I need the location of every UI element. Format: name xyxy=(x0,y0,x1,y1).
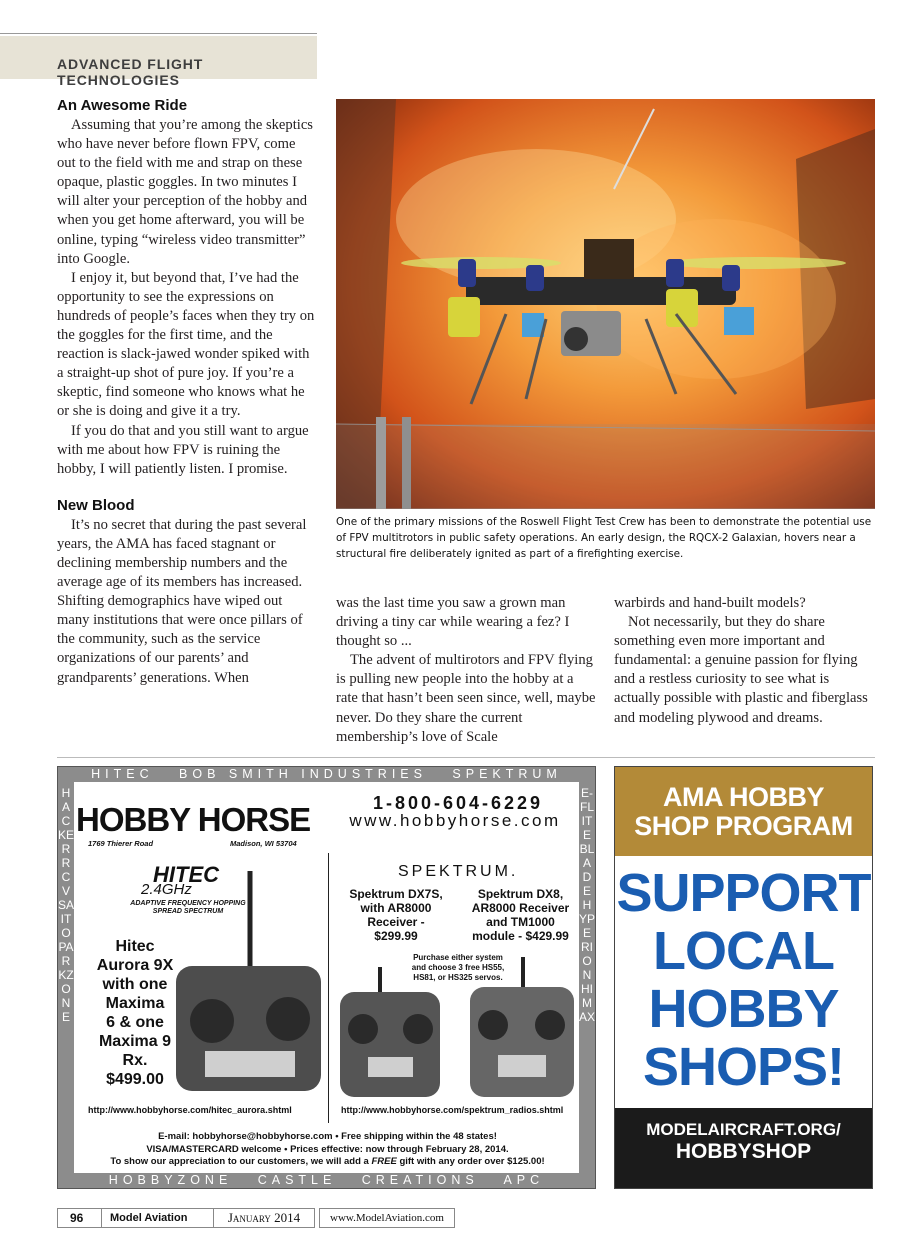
ama-support-line: LOCAL xyxy=(653,921,834,981)
spektrum-dx7s xyxy=(336,887,456,943)
footer-line xyxy=(78,1156,577,1169)
ama-hobby-shop-ad xyxy=(614,766,873,1189)
dx7s-line: Spektrum DX7S, xyxy=(349,887,443,901)
magazine-name: Model Aviation xyxy=(101,1208,213,1228)
dx7s-price: $299.99 xyxy=(374,929,418,943)
issue-date: January 2014 xyxy=(213,1208,315,1228)
dx7s-line: Receiver - xyxy=(367,915,425,929)
paragraph-6a: warbirds and hand-built models? xyxy=(614,595,806,611)
hitec-afh: ADAPTIVE FREQUENCY HOPPING SPREAD SPECTRUM xyxy=(130,900,246,915)
heading-new-blood: New Blood xyxy=(57,496,135,514)
multirotor-fire-photo xyxy=(336,99,875,509)
footer-line-a: To show our appreciation to our customers, we will add a xyxy=(110,1156,372,1167)
dx8-line: AR8000 Receiver xyxy=(471,901,570,915)
hobbyhorse-city: Madison, WI 53704 xyxy=(230,839,297,848)
ad-column-divider xyxy=(328,853,329,1123)
middle-column xyxy=(336,594,596,747)
hobbyhorse-ad xyxy=(57,766,596,1189)
ama-url[interactable] xyxy=(615,1108,872,1188)
hitec-desc-line: 6 & one xyxy=(106,1014,164,1031)
purchase-line: Purchase either system xyxy=(413,953,503,962)
spektrum-radios-image xyxy=(338,957,578,1102)
hitec-desc-line: Rx. xyxy=(122,1052,148,1069)
hobbyhorse-footer xyxy=(78,1131,577,1169)
ama-url-line: HOBBYSHOP xyxy=(675,1140,812,1163)
dx8-price: module - $429.99 xyxy=(472,929,569,943)
footer-line: E-mail: hobbyhorse@hobbyhorse.com • Free shipping within the 48 states! xyxy=(158,1131,497,1142)
ama-title-line: SHOP PROGRAM xyxy=(634,811,853,841)
hobbyhorse-website: www.hobbyhorse.com xyxy=(349,811,561,830)
hitec-desc-line: Maxima xyxy=(105,995,165,1012)
brand-frame-left: HACKER RCV SAITO PARKZONE xyxy=(58,782,74,1173)
hitec-desc-line: Aurora 9X xyxy=(96,957,174,974)
footer-line-c: gift with any order over $125.00! xyxy=(396,1156,545,1167)
hobbyhorse-phone: 1-800-604-6229 xyxy=(372,793,544,813)
section-header xyxy=(0,36,317,88)
paragraph-6b: Not necessarily, but they do share something even more important and fundamental: a genuine passion for flying and a restless curiosity to see what is actually possible with plastic and fiberglass and modeling plywood and dreams. xyxy=(614,614,868,726)
ama-support-message xyxy=(615,856,872,1108)
purchase-line: and choose 3 free HS55, xyxy=(411,963,505,972)
dx7s-line: with AR8000 xyxy=(360,901,432,915)
ama-program-title xyxy=(615,767,872,856)
brand-frame-right: E-FLITE BLADE HYPERION HIMAX xyxy=(579,782,595,1173)
dx8-line: and TM1000 xyxy=(486,915,555,929)
paragraph-2: I enjoy it, but beyond that, I’ve had the opportunity to see the expressions on hundreds of people’s faces when they try on the goggles for the first time, and the reaction is slack-jawed wonder spiked with a straight-up shot of pure joy. If you’re a skeptic, find someone who knows what he or she is doing and give it a try. xyxy=(57,269,315,420)
paragraph-1: Assuming that you’re among the skeptics who have never before flown FPV, come out to the field with me and strap on these opaque, plastic goggles. In two minutes I will alter your perception of the hobby and when you get home afterward, you will be online, typing “wireless video transmitter” into Google. xyxy=(57,117,313,267)
hitec-logo: HITEC xyxy=(153,862,219,887)
photo-caption: One of the primary missions of the Roswell Flight Test Crew has been to demonstrate the potential use of FPV multitrotors in public safety operations. An early design, the RQCX-2 Galaxian, hovers near a structural fire deliberately ignited as part of a firefighting exercise. xyxy=(336,516,872,560)
footer-line-free: FREE xyxy=(371,1156,397,1167)
hitec-desc-line: Maxima 9 xyxy=(98,1033,172,1050)
hitec-url[interactable]: http://www.hobbyhorse.com/hitec_aurora.shtml xyxy=(88,1105,292,1115)
dx8-line: Spektrum DX8, xyxy=(477,887,564,901)
hitec-desc-line: Hitec xyxy=(115,938,155,955)
right-column xyxy=(614,594,876,728)
footer-website[interactable]: www.ModelAviation.com xyxy=(319,1208,455,1228)
section-title: ADVANCED FLIGHT TECHNOLOGIES xyxy=(57,56,204,88)
hobbyhorse-address: 1769 Thierer Road xyxy=(88,839,154,848)
hitec-desc-line: with one xyxy=(102,976,168,993)
spektrum-url[interactable]: http://www.hobbyhorse.com/spektrum_radios.shtml xyxy=(341,1105,564,1115)
ama-url-line: MODELAIRCRAFT.ORG/ xyxy=(646,1120,841,1139)
header-rule xyxy=(0,33,317,34)
paragraph-3: If you do that and you still want to argue with me about how FPV is ruining the hobby, I will patiently listen. I promise. xyxy=(57,422,309,477)
ama-support-line: SHOPS! xyxy=(642,1037,845,1097)
paragraph-4: It’s no secret that during the past several years, the AMA has faced stagnant or declining membership numbers and the average age of its members has increased. Shifting demographics have wiped out many institutions that were once pillars of the community, such as the service organizations of our parents’ and grandparents’ generations. When xyxy=(57,516,307,686)
footer-line: VISA/MASTERCARD welcome • Prices effective: now through February 28, 2014. xyxy=(146,1143,509,1155)
purchase-line: HS81, or HS325 servos. xyxy=(413,973,503,982)
spektrum-dx8 xyxy=(458,887,583,943)
ama-support-line: SUPPORT xyxy=(616,863,871,923)
brand-frame-bottom: HOBBYZONE CASTLE CREATIONS APC xyxy=(58,1173,595,1188)
hitec-price: $499.00 xyxy=(106,1071,164,1088)
hitec-ghz: 2.4GHz xyxy=(141,881,192,898)
ama-support-line: HOBBY xyxy=(648,979,839,1039)
photo-illustration xyxy=(336,99,875,509)
paragraph-5a: was the last time you saw a grown man driving a tiny car while wearing a fez? I thought so ... xyxy=(336,595,570,650)
ad-divider xyxy=(57,757,875,758)
hitec-radio-image xyxy=(170,871,326,1101)
ama-title-line: AMA HOBBY xyxy=(663,782,824,812)
brand-frame-top: HITEC BOB SMITH INDUSTRIES SPEKTRUM xyxy=(58,767,595,782)
heading-awesome-ride: An Awesome Ride xyxy=(57,97,188,114)
paragraph-5b: The advent of multirotors and FPV flying is pulling new people into the hobby at a rate that hasn’t been seen since, well, maybe never. Do they share the current membership’s love of Scale xyxy=(336,652,596,745)
page-number: 96 xyxy=(57,1208,101,1228)
left-column xyxy=(57,97,317,688)
hobbyhorse-logo: HOBBY HORSE xyxy=(76,801,311,838)
spektrum-logo: SPEKTRUM. xyxy=(398,863,519,880)
